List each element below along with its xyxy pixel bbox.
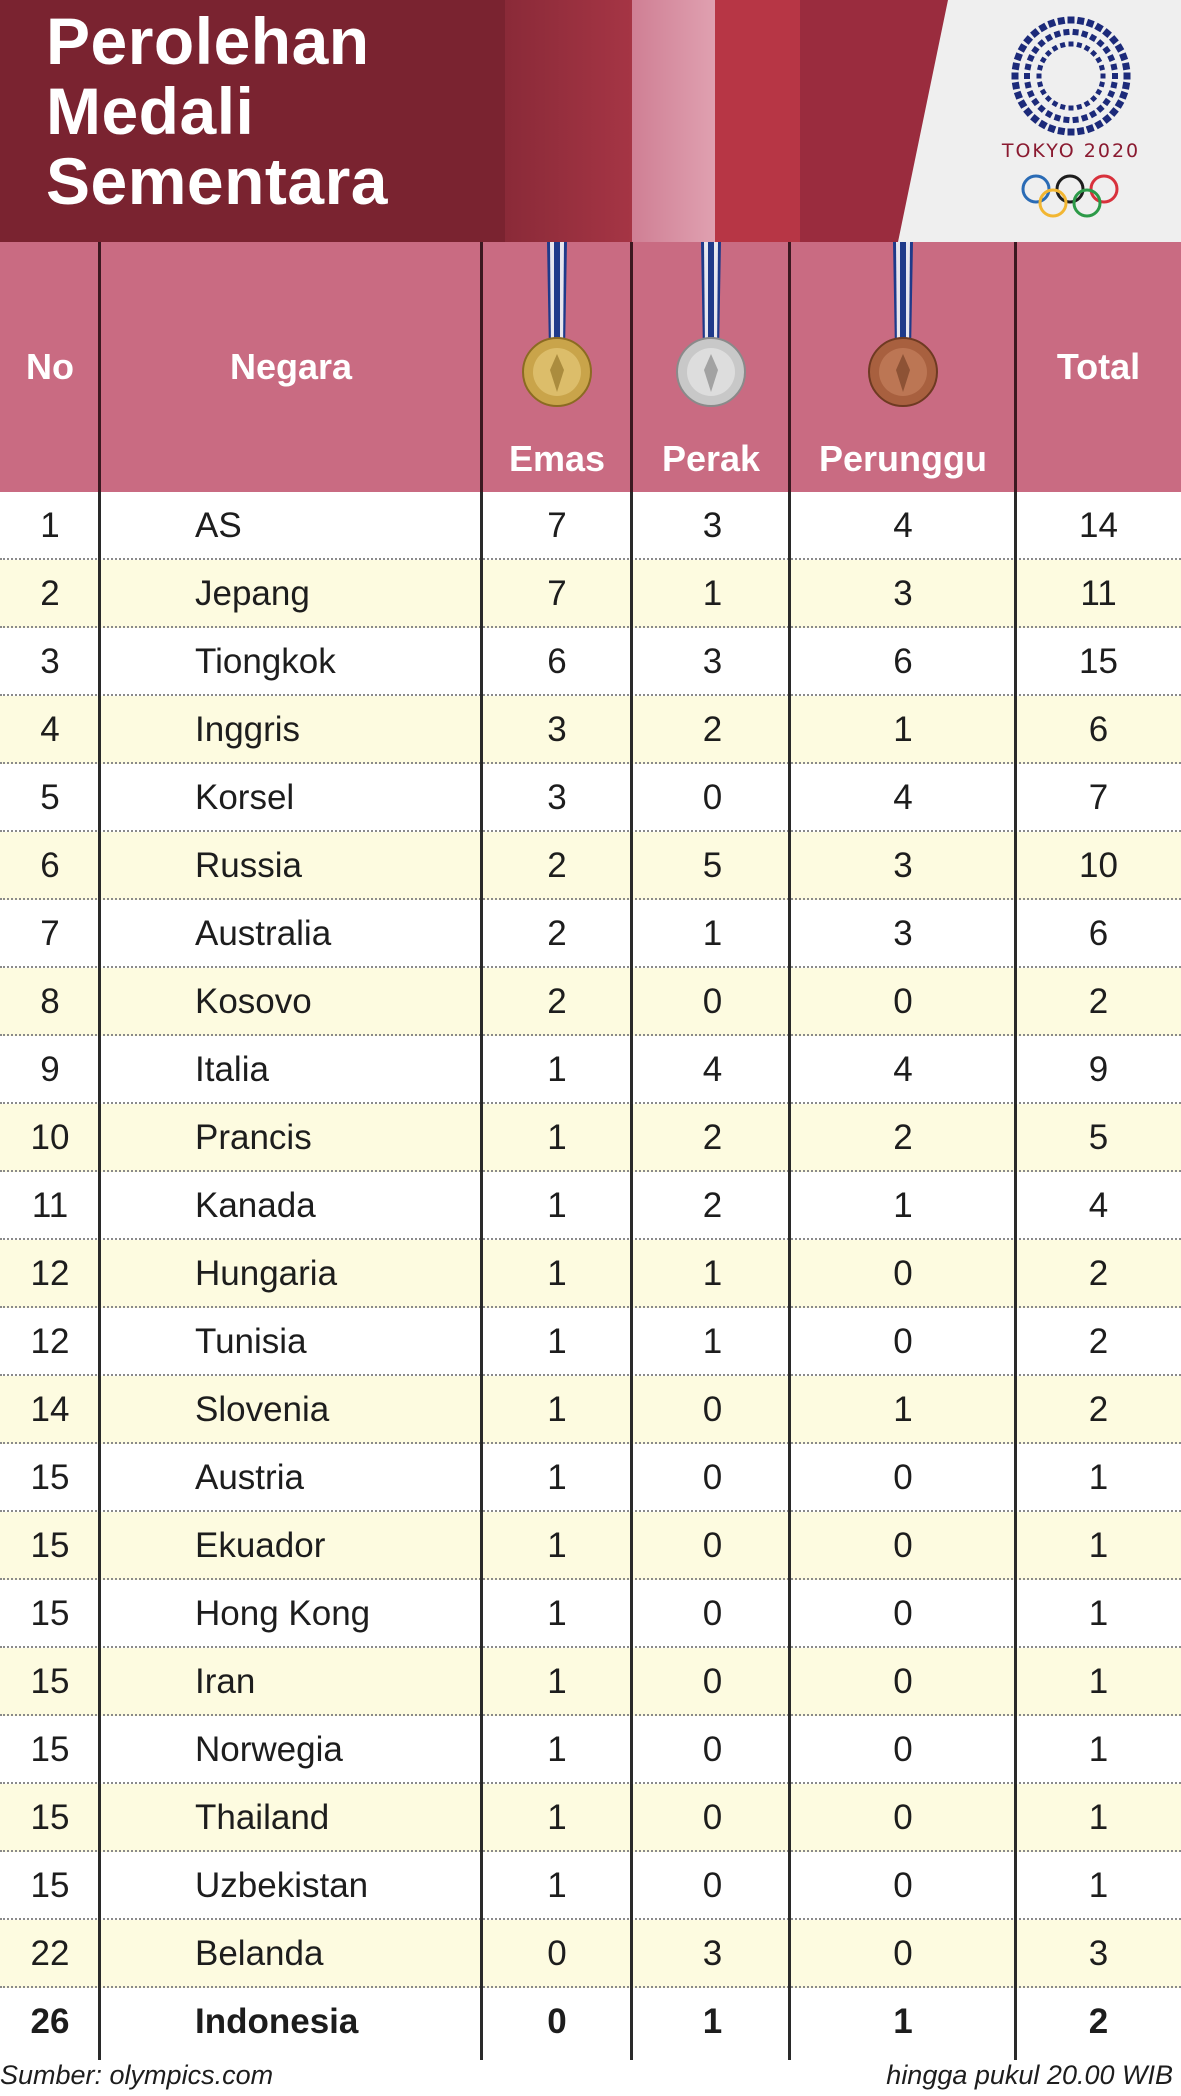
emblem-tile: [1086, 19, 1095, 28]
table-row: [0, 1172, 1181, 1240]
silver-count-cell: 3: [702, 1934, 723, 1973]
emblem-tile: [1094, 23, 1104, 33]
total-count-cell: 2: [1088, 1390, 1109, 1429]
table-row: [0, 1444, 1181, 1512]
country-cell: Iran: [195, 1662, 256, 1701]
col-header-bronze-label: Perunggu: [819, 438, 987, 479]
column-divider: [788, 242, 791, 492]
emblem-tile: [1069, 42, 1074, 47]
table-row: [0, 832, 1181, 900]
total-count-cell: 10: [1079, 846, 1118, 885]
bronze-count-cell: 3: [893, 574, 913, 613]
emblem-tile: [1054, 114, 1062, 122]
silver-count-cell: 0: [702, 1594, 723, 1633]
rank-cell: 10: [30, 1118, 70, 1157]
title-line-1: Perolehan: [46, 4, 370, 78]
bronze-count-cell: 1: [893, 2002, 913, 2041]
country-cell: Ekuador: [195, 1526, 326, 1565]
gold-count-cell: 0: [547, 1934, 567, 1973]
gold-count-cell: 3: [547, 778, 567, 817]
emblem-tile: [1095, 89, 1102, 96]
bronze-count-cell: 0: [893, 1322, 913, 1361]
column-divider: [480, 492, 483, 2060]
emblem-tile: [1096, 39, 1104, 47]
silver-count-cell: 3: [702, 506, 723, 545]
rank-cell: 15: [30, 1662, 70, 1701]
gold-count-cell: 3: [547, 710, 567, 749]
gold-count-cell: 1: [547, 1118, 567, 1157]
silver-count-cell: 4: [702, 1050, 723, 1089]
gold-count-cell: 1: [547, 1458, 567, 1497]
emblem-tile: [1094, 120, 1104, 130]
col-header-no: [0, 242, 100, 492]
silver-count-cell: 0: [702, 778, 723, 817]
table-row: [0, 1036, 1181, 1104]
rank-cell: 15: [30, 1730, 70, 1769]
column-divider: [98, 242, 101, 492]
total-count-cell: 2: [1088, 1322, 1109, 1361]
emblem-tile: [1086, 124, 1095, 133]
col-header-gold: [482, 242, 632, 492]
emblem-tile: [1045, 110, 1053, 118]
tokyo-2020-emblem-icon: [996, 12, 1146, 140]
table-row: [0, 968, 1181, 1036]
emblem-tile: [1077, 127, 1085, 135]
rank-cell: 2: [40, 574, 60, 613]
emblem-tile: [1109, 35, 1119, 45]
emblem-tile: [1030, 28, 1040, 38]
col-header-bronze: [790, 242, 1016, 492]
bronze-count-cell: 0: [893, 1662, 913, 1701]
emblem-tile: [1110, 63, 1117, 70]
emblem-tile: [1031, 46, 1039, 54]
country-cell: Russia: [195, 846, 302, 885]
bronze-count-cell: 3: [893, 914, 913, 953]
table-row: [0, 696, 1181, 764]
table-row: [0, 1920, 1181, 1988]
country-cell: Kosovo: [195, 982, 312, 1021]
medal-table: [0, 492, 1181, 2060]
emblem-tile: [1014, 91, 1023, 100]
emblem-tile: [1124, 73, 1131, 80]
emblem-tile: [1012, 73, 1019, 80]
emblem-tile: [1112, 73, 1118, 79]
emblem-tile: [1072, 117, 1079, 124]
col-header-silver: [632, 242, 790, 492]
bronze-count-cell: 6: [893, 642, 913, 681]
silver-medal-icon: [671, 242, 751, 412]
rank-cell: 26: [30, 2002, 70, 2041]
total-count-cell: 9: [1088, 1050, 1109, 1089]
silver-count-cell: 0: [702, 1526, 723, 1565]
emblem-tile: [1122, 62, 1130, 70]
emblem-tile: [1060, 42, 1066, 48]
emblem-tile: [1031, 98, 1039, 106]
emblem-tile: [1054, 30, 1062, 38]
column-divider: [98, 492, 101, 2060]
country-cell: Indonesia: [195, 2002, 359, 2041]
col-header-total: [1016, 242, 1181, 492]
silver-count-cell: 0: [702, 1730, 723, 1769]
emblem-tile: [1057, 127, 1065, 135]
rank-cell: 15: [30, 1866, 70, 1905]
total-count-cell: 11: [1080, 574, 1117, 613]
emblem-tile: [1038, 23, 1048, 33]
gold-count-cell: 7: [547, 506, 567, 545]
country-cell: Korsel: [195, 778, 295, 817]
emblem-tile: [1096, 104, 1104, 112]
bronze-count-cell: 4: [893, 778, 913, 817]
total-count-cell: 1: [1088, 1730, 1109, 1769]
emblem-tile: [1037, 81, 1043, 87]
column-divider: [630, 242, 633, 492]
country-cell: Kanada: [195, 1186, 316, 1225]
gold-count-cell: 2: [547, 914, 567, 953]
table-row: [0, 1308, 1181, 1376]
emblem-tile: [1063, 117, 1070, 124]
column-divider: [788, 492, 791, 2060]
rank-cell: 15: [30, 1798, 70, 1837]
col-header-silver-label: Perak: [661, 438, 761, 479]
col-header-gold-label: Emas: [508, 438, 606, 479]
gold-count-cell: 1: [547, 1050, 567, 1089]
bronze-count-cell: 0: [893, 1526, 913, 1565]
emblem-tile: [1069, 106, 1074, 111]
emblem-tile: [1119, 52, 1128, 61]
rank-cell: 15: [30, 1458, 70, 1497]
bronze-count-cell: 0: [893, 1798, 913, 1837]
country-cell: Belanda: [195, 1934, 324, 1973]
bronze-count-cell: 0: [893, 1730, 913, 1769]
bronze-count-cell: 0: [893, 1934, 913, 1973]
rank-cell: 11: [31, 1186, 69, 1225]
emblem-tile: [1037, 65, 1043, 71]
gold-count-cell: 1: [547, 1526, 567, 1565]
emblem-tile: [1037, 104, 1045, 112]
title-line-3: Sementara: [46, 144, 389, 218]
table-row: [0, 900, 1181, 968]
silver-count-cell: 0: [702, 1390, 723, 1429]
silver-count-cell: 1: [702, 1254, 723, 1293]
emblem-tile: [1081, 114, 1089, 122]
total-count-cell: 1: [1088, 1798, 1109, 1837]
country-cell: Tunisia: [195, 1322, 307, 1361]
column-divider: [1014, 492, 1017, 2060]
country-cell: Norwegia: [195, 1730, 343, 1769]
emblem-tile: [1037, 74, 1042, 79]
column-divider: [480, 242, 483, 492]
total-count-cell: 2: [1088, 982, 1109, 1021]
emblem-tile: [1109, 107, 1119, 117]
rank-cell: 12: [30, 1322, 70, 1361]
emblem-tile: [1023, 107, 1033, 117]
country-cell: AS: [195, 506, 242, 545]
country-cell: Jepang: [195, 574, 310, 613]
emblem-tile: [1047, 19, 1056, 28]
table-row: [0, 1988, 1181, 2056]
emblem-tile: [1018, 43, 1028, 53]
country-cell: Uzbekistan: [195, 1866, 369, 1905]
emblem-tile: [1023, 35, 1033, 45]
emblem-tile: [1068, 17, 1075, 24]
emblem-tile: [1052, 100, 1059, 107]
col-header-country: [100, 242, 482, 492]
silver-count-cell: 2: [702, 1186, 723, 1225]
silver-count-cell: 1: [702, 914, 723, 953]
col-header-no-label: No: [26, 346, 74, 387]
bronze-count-cell: 4: [893, 1050, 913, 1089]
silver-count-cell: 5: [702, 846, 723, 885]
table-row: [0, 1580, 1181, 1648]
gold-count-cell: 1: [547, 1186, 567, 1225]
rank-cell: 22: [30, 1934, 70, 1973]
emblem-tile: [1012, 82, 1020, 90]
country-cell: Thailand: [195, 1798, 330, 1837]
table-row: [0, 1512, 1181, 1580]
table-row: [0, 1240, 1181, 1308]
emblem-tile: [1101, 74, 1106, 79]
logo-text: TOKYO 2020: [1001, 140, 1141, 162]
total-count-cell: 6: [1088, 710, 1109, 749]
gold-count-cell: 2: [547, 982, 567, 1021]
table-row: [0, 1104, 1181, 1172]
gold-count-cell: 6: [547, 642, 567, 681]
table-header: [0, 242, 1181, 492]
emblem-tile: [1040, 57, 1047, 64]
country-cell: Austria: [195, 1458, 304, 1497]
emblem-tile: [1102, 46, 1110, 54]
emblem-tile: [1037, 39, 1045, 47]
rank-cell: 4: [40, 710, 60, 749]
emblem-tile: [1084, 45, 1091, 52]
olympic-rings-icon: [1018, 172, 1122, 225]
total-count-cell: 3: [1088, 1934, 1109, 1973]
total-count-cell: 2: [1088, 1254, 1109, 1293]
title-line-2: Medali: [46, 74, 255, 148]
total-count-cell: 6: [1088, 914, 1109, 953]
emblem-tile: [1040, 89, 1047, 96]
emblem-tile: [1099, 65, 1105, 71]
gold-count-cell: 0: [547, 2002, 567, 2041]
emblem-tile: [1068, 129, 1075, 136]
total-count-cell: 7: [1088, 778, 1109, 817]
bronze-medal-icon: [863, 242, 943, 412]
total-count-cell: 4: [1088, 1186, 1109, 1225]
total-count-cell: 15: [1079, 642, 1118, 681]
emblem-tile: [1076, 42, 1082, 48]
emblem-tile: [1076, 104, 1082, 110]
table-row: [0, 1852, 1181, 1920]
bronze-count-cell: 0: [893, 982, 913, 1021]
emblem-tile: [1110, 82, 1117, 89]
emblem-tile: [1090, 50, 1097, 57]
gold-medal-icon: [517, 242, 597, 412]
bronze-count-cell: 4: [893, 506, 913, 545]
gold-count-cell: 1: [547, 1662, 567, 1701]
emblem-tile: [1089, 110, 1097, 118]
bronze-count-cell: 1: [893, 1186, 913, 1225]
emblem-tile: [1063, 29, 1070, 36]
emblem-tile: [1027, 90, 1035, 98]
bronze-count-cell: 1: [893, 1390, 913, 1429]
total-count-cell: 1: [1088, 1458, 1109, 1497]
country-cell: Hong Kong: [195, 1594, 371, 1633]
column-divider: [1014, 242, 1017, 492]
emblem-tile: [1024, 73, 1030, 79]
bronze-count-cell: 1: [893, 710, 913, 749]
emblem-tile: [1089, 34, 1097, 42]
table-row: [0, 1716, 1181, 1784]
col-header-country-label: Negara: [229, 346, 353, 387]
table-row: [0, 1784, 1181, 1852]
table-row: [0, 1376, 1181, 1444]
silver-count-cell: 3: [702, 642, 723, 681]
emblem-tile: [1115, 43, 1125, 53]
rank-cell: 3: [40, 642, 60, 681]
emblem-tile: [1099, 81, 1105, 87]
rank-cell: 5: [40, 778, 60, 817]
page-title: [46, 6, 388, 216]
emblem-tile: [1102, 114, 1112, 124]
emblem-tile: [1102, 98, 1110, 106]
table-row: [0, 1648, 1181, 1716]
emblem-tile: [1030, 114, 1040, 124]
total-count-cell: 1: [1088, 1594, 1109, 1633]
time-note: hingga pukul 20.00 WIB: [886, 2060, 1173, 2090]
gold-count-cell: 1: [547, 1594, 567, 1633]
emblem-tile: [1014, 52, 1023, 61]
banner-band: [505, 0, 645, 242]
emblem-tile: [1038, 120, 1048, 130]
bronze-count-cell: 2: [893, 1118, 913, 1157]
total-count-cell: 1: [1088, 1866, 1109, 1905]
gold-count-cell: 1: [547, 1730, 567, 1769]
total-count-cell: 2: [1088, 2002, 1109, 2041]
silver-count-cell: 0: [702, 982, 723, 1021]
emblem-tile: [1084, 100, 1091, 107]
emblem-tile: [1045, 95, 1052, 102]
emblem-tile: [1072, 29, 1079, 36]
gold-count-cell: 1: [547, 1254, 567, 1293]
emblem-tile: [1077, 17, 1085, 25]
emblem-tile: [1052, 45, 1059, 52]
rank-cell: 8: [40, 982, 60, 1021]
rank-cell: 6: [40, 846, 60, 885]
emblem-tile: [1107, 54, 1115, 62]
table-row: [0, 764, 1181, 832]
total-count-cell: 1: [1088, 1526, 1109, 1565]
country-cell: Hungaria: [195, 1254, 338, 1293]
banner-band: [715, 0, 805, 242]
country-cell: Slovenia: [195, 1390, 330, 1429]
gold-count-cell: 1: [547, 1322, 567, 1361]
silver-count-cell: 2: [702, 710, 723, 749]
table-row: [0, 492, 1181, 560]
country-cell: Inggris: [195, 710, 301, 749]
silver-count-cell: 1: [702, 574, 723, 613]
rank-cell: 9: [40, 1050, 60, 1089]
gold-count-cell: 1: [547, 1798, 567, 1837]
bronze-count-cell: 0: [893, 1866, 913, 1905]
emblem-tile: [1081, 30, 1089, 38]
silver-count-cell: 2: [702, 1118, 723, 1157]
emblem-tile: [1012, 62, 1020, 70]
rank-cell: 15: [30, 1594, 70, 1633]
country-cell: Tiongkok: [195, 642, 336, 681]
silver-count-cell: 1: [702, 1322, 723, 1361]
bronze-count-cell: 0: [893, 1594, 913, 1633]
gold-count-cell: 7: [547, 574, 567, 613]
gold-count-cell: 1: [547, 1390, 567, 1429]
emblem-tile: [1090, 95, 1097, 102]
emblem-tile: [1119, 91, 1128, 100]
total-count-cell: 1: [1088, 1662, 1109, 1701]
emblem-tile: [1060, 104, 1066, 110]
bronze-count-cell: 3: [893, 846, 913, 885]
total-count-cell: 14: [1079, 506, 1118, 545]
emblem-tile: [1107, 90, 1115, 98]
silver-count-cell: 0: [702, 1458, 723, 1497]
emblem-tile: [1057, 17, 1065, 25]
column-divider: [630, 492, 633, 2060]
rank-cell: 1: [40, 506, 60, 545]
emblem-tile: [1095, 57, 1102, 64]
silver-count-cell: 1: [702, 2002, 723, 2041]
country-cell: Italia: [195, 1050, 269, 1089]
emblem-tile: [1024, 82, 1031, 89]
emblem-tile: [1027, 54, 1035, 62]
rank-cell: 15: [30, 1526, 70, 1565]
source-note: Sumber: olympics.com: [0, 2060, 274, 2090]
col-header-total-label: Total: [1056, 346, 1141, 387]
gold-count-cell: 2: [547, 846, 567, 885]
rank-cell: 12: [30, 1254, 70, 1293]
total-count-cell: 5: [1088, 1118, 1109, 1157]
table-row: [0, 628, 1181, 696]
emblem-tile: [1102, 28, 1112, 38]
table-row: [0, 560, 1181, 628]
emblem-tile: [1018, 99, 1028, 109]
emblem-tile: [1047, 124, 1056, 133]
country-cell: Australia: [195, 914, 332, 953]
silver-count-cell: 0: [702, 1662, 723, 1701]
rank-cell: 7: [40, 914, 60, 953]
bronze-count-cell: 0: [893, 1458, 913, 1497]
gold-count-cell: 1: [547, 1866, 567, 1905]
bronze-count-cell: 0: [893, 1254, 913, 1293]
silver-count-cell: 0: [702, 1798, 723, 1837]
silver-count-cell: 0: [702, 1866, 723, 1905]
emblem-tile: [1115, 99, 1125, 109]
emblem-tile: [1122, 82, 1130, 90]
emblem-tile: [1045, 34, 1053, 42]
country-cell: Prancis: [195, 1118, 312, 1157]
emblem-tile: [1024, 63, 1031, 70]
emblem-tile: [1045, 50, 1052, 57]
rank-cell: 14: [30, 1390, 70, 1429]
